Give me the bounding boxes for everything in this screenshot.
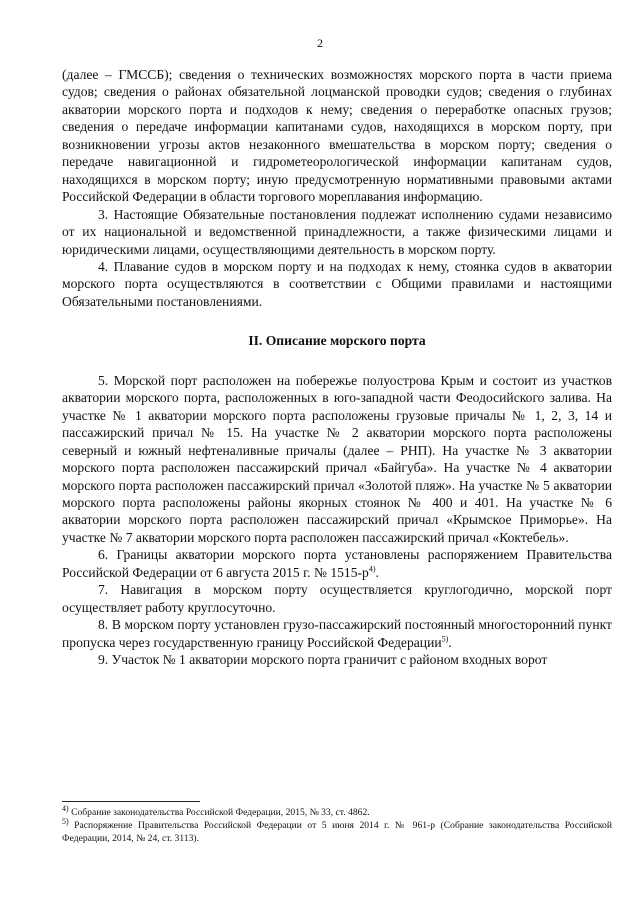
footnote-5 xyxy=(62,816,612,845)
paragraph-8 xyxy=(62,616,612,651)
paragraph-4: 4. Плавание судов в морском порту и на подходах к нему, стоянка судов в акватории морского порта осуществляются в соответствии с Общими правилами и настоящими Обязательными постановлениями. xyxy=(62,258,612,309)
footnote-4-mark: 4) xyxy=(62,803,69,813)
footnote-4 xyxy=(62,803,612,819)
paragraph-8-text: 8. В морском порту установлен грузо-пассажирский постоянный многосторонний пункт пропуска через государственную границу Российской Федерации xyxy=(62,617,612,650)
footnote-5-mark: 5) xyxy=(62,816,69,826)
footnotes xyxy=(62,803,612,845)
footnote-4-text: Собрание законодательства Российской Федерации, 2015, № 33, ст. 4862. xyxy=(68,807,370,818)
page-number: 2 xyxy=(317,36,323,50)
paragraph-9: 9. Участок № 1 акватории морского порта граничит с районом входных ворот xyxy=(98,652,548,668)
paragraph-continuation: (далее – ГМССБ); сведения о технических возможностях морского порта в части приема судов; сведения о районах обязательной лоцманской проводки судов; сведения о глубинах акватории морского порта и подходов к нему; сведения о переработке опасных грузов; сведения о передаче информации капитанами судов, находящихся в морском порту, при возникновении угрозы актов незаконного вмешательства в морском порту; сведения о передаче навигационной и гидрометеорологической информации капитанам судов, находящихся в морском порту; иную предусмотренную нормативными правовыми актами Российской Федерации в области торгового мореплавания информацию. xyxy=(62,67,612,205)
paragraph-5: 5. Морской порт расположен на побережье полуострова Крым и состоит из участков акватории морского порта, расположенных в юго-западной части Феодосийского залива. На участке № 1 акватории морского порта расположены грузовые причалы № 1, 2, 3, 14 и пассажирский причал № 15. На участке № 2 акватории морского порта расположены северный и южный нефтеналивные причалы (далее – РНП). На участке № 3 акватории морского порта расположен пассажирский причал «Байгуба». На участке № 4 акватории морского порта расположен пассажирский причал «Золотой пляж». На участке № 5 акватории морского порта расположены районы якорных стоянок № 400 и 401. На участке № 6 акватории морского порта расположен пассажирский причал «Крымское Приморье». На участке № 7 акватории морского порта расположен пассажирский причал «Коктебель». xyxy=(62,372,612,545)
footnote-ref-5: 5) xyxy=(441,634,449,644)
footnote-5-text: Распоряжение Правительства Российской Федерации от 5 июня 2014 г. № 961-р (Собрание законодательства Российской Федерации, 2014, № 24, ст. 3113). xyxy=(62,820,612,844)
footnote-divider xyxy=(62,801,200,802)
paragraph-6 xyxy=(62,546,612,581)
paragraph-6-end: . xyxy=(375,564,379,580)
document-body xyxy=(62,66,612,669)
footnote-ref-4: 4) xyxy=(368,564,376,574)
paragraph-8-end: . xyxy=(448,634,452,650)
paragraph-6-text: 6. Границы акватории морского порта установлены распоряжением Правительства Российской Федерации от 6 августа 2015 г. № 1515-р xyxy=(62,547,612,580)
section-heading: II. Описание морского порта xyxy=(248,333,426,349)
paragraph-7: 7. Навигация в морском порту осуществляется круглогодично, морской порт осуществляет работу круглосуточно. xyxy=(62,582,612,615)
paragraph-3: 3. Настоящие Обязательные постановления подлежат исполнению судами независимо от их национальной и ведомственной принадлежности, а также физическими лицами и юридическими лицами, осуществляющими деятельность в морском порту. xyxy=(62,206,612,257)
